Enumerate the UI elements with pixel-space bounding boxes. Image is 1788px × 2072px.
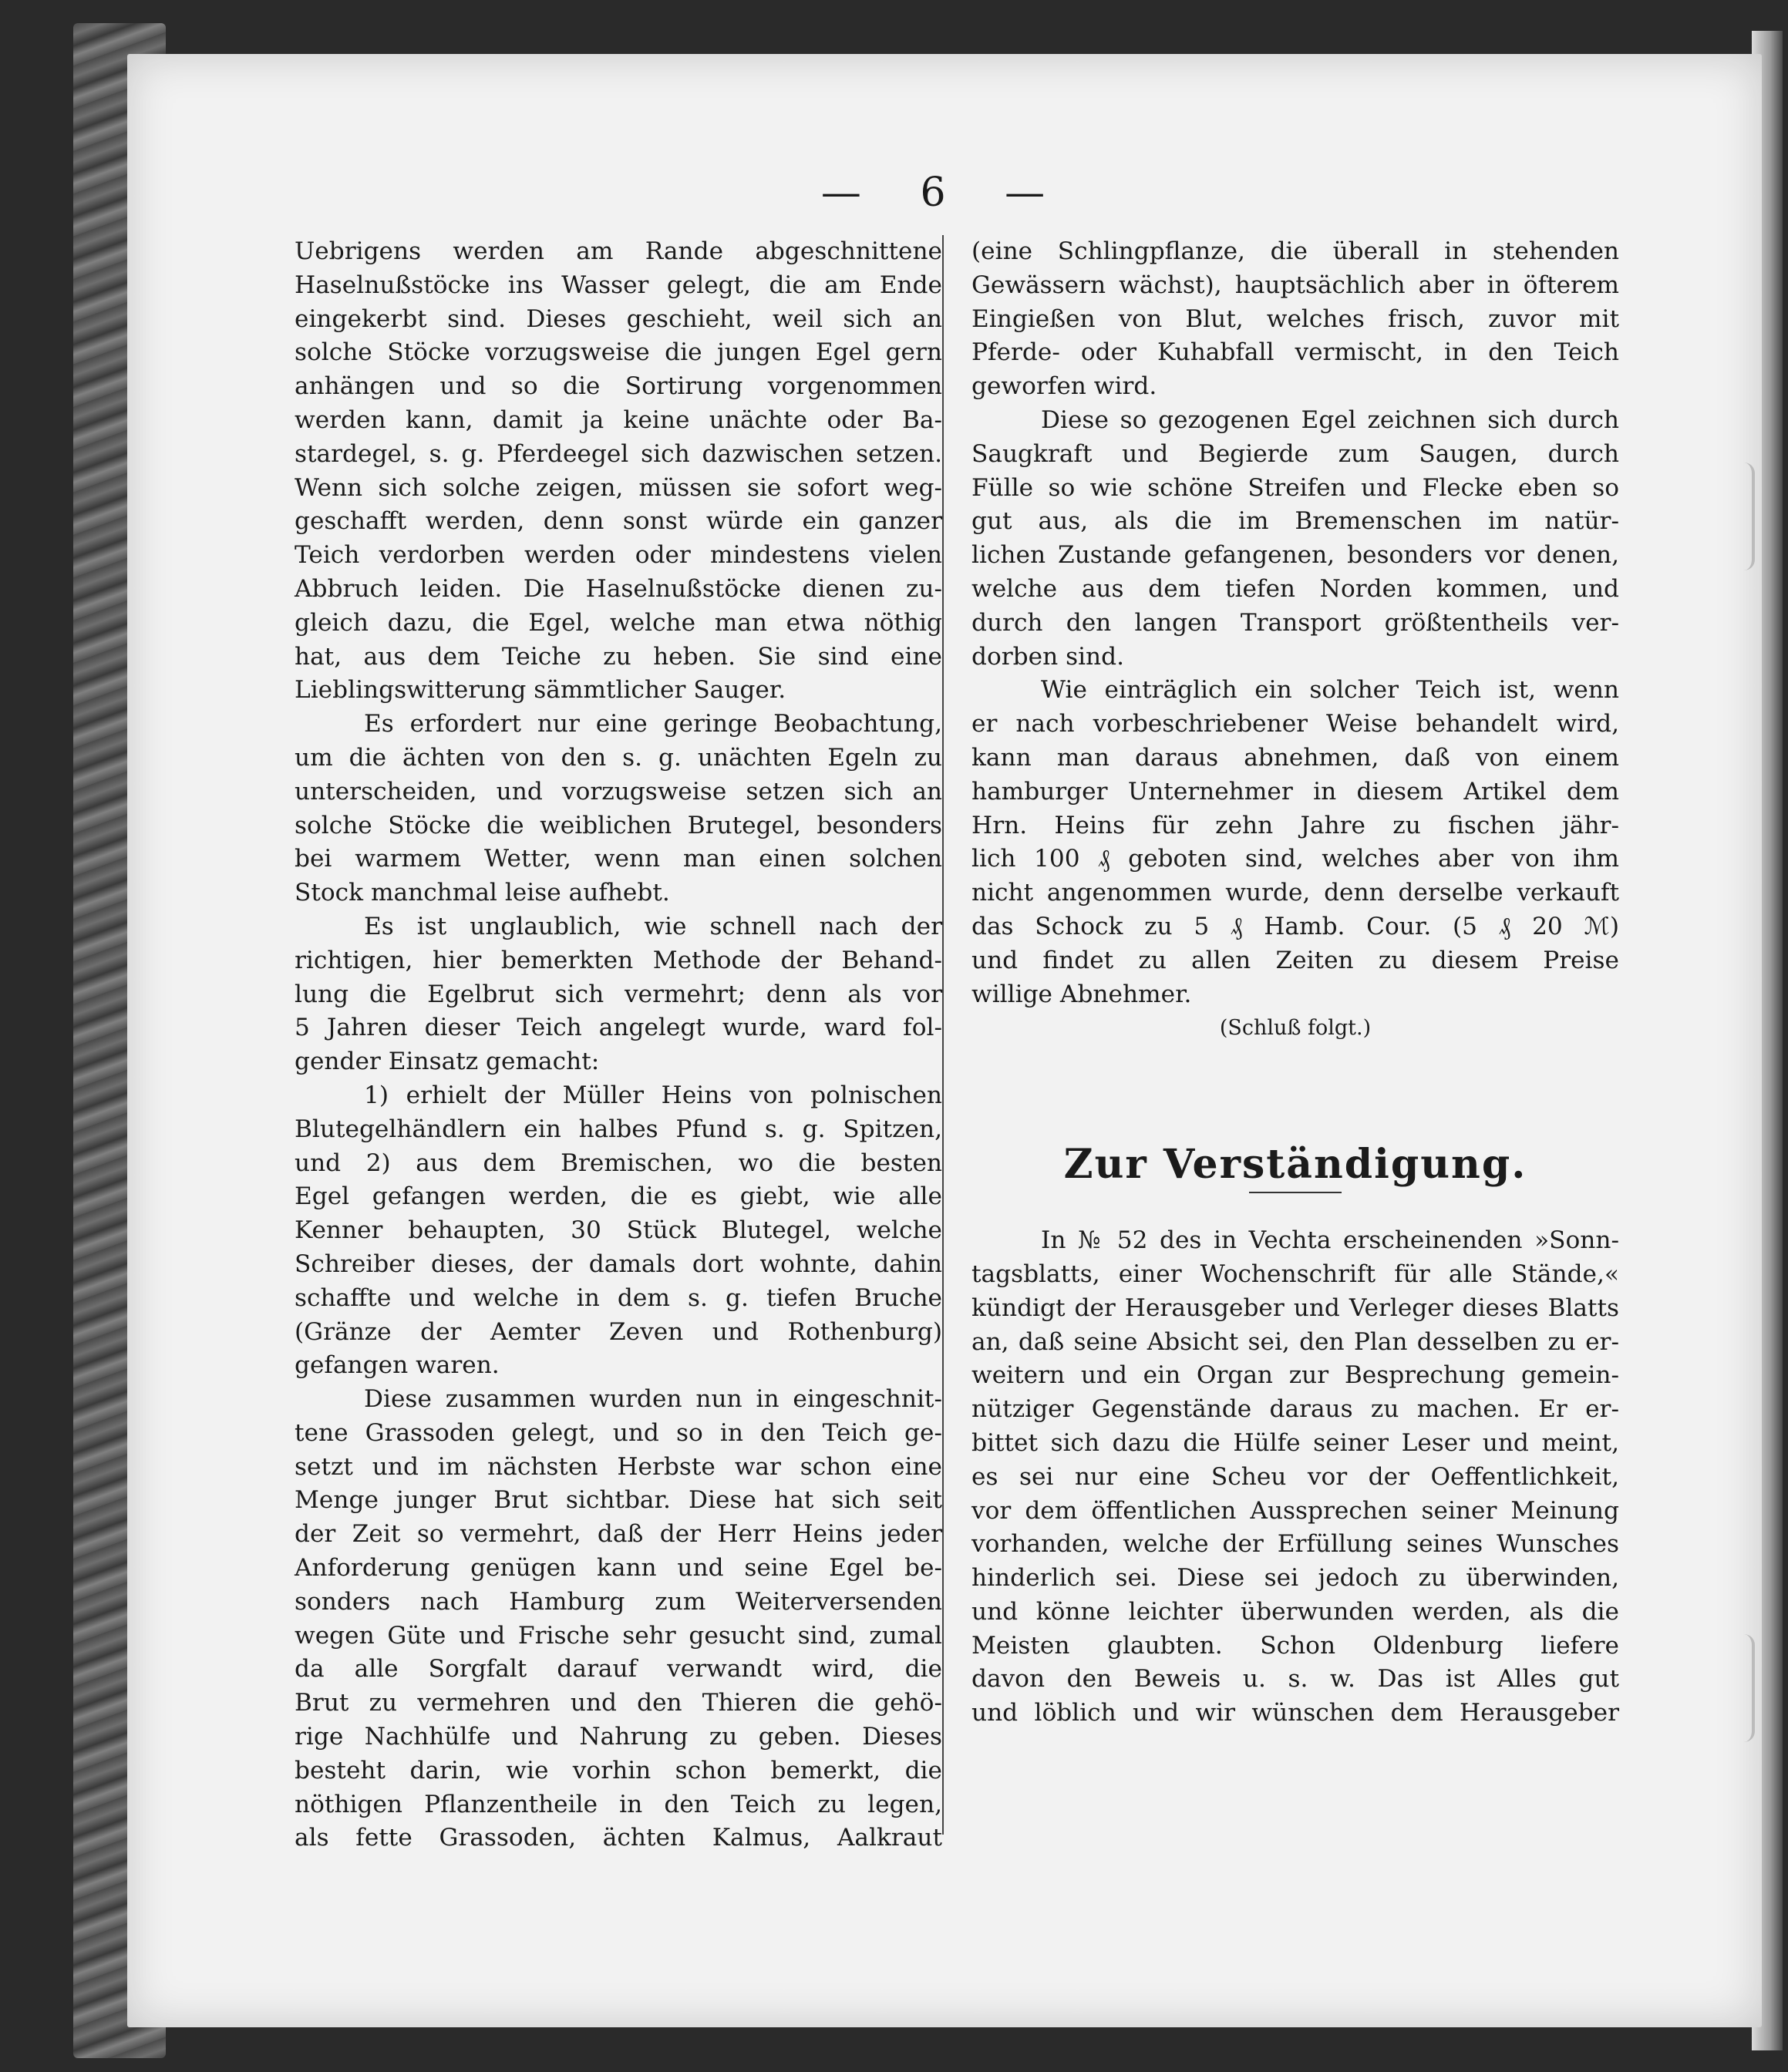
text-line: und löblich und wir wünschen dem Herausgeber	[971, 1699, 1619, 1727]
binding-string	[1744, 462, 1755, 570]
text-line: Diese zusammen wurden nun in eingeschnit-	[364, 1385, 942, 1414]
text-line: 1) erhielt der Müller Heins von polnischen	[364, 1081, 942, 1109]
text-line: bei warmem Wetter, wenn man einen solchen	[295, 845, 942, 873]
text-line: stardegel, s. g. Pferdeegel sich dazwischen setzen.	[295, 439, 942, 468]
text-line: besteht darin, wie vorhin schon bemerkt, die	[295, 1756, 942, 1784]
text-line: der Zeit so vermehrt, daß der Herr Heins jeder	[295, 1520, 942, 1549]
text-line: und könne leichter überwunden werden, als die	[971, 1597, 1619, 1626]
text-line: Abbruch leiden. Die Haselnußstöcke dienen zu-	[295, 574, 942, 603]
text-line: gut aus, als die im Bremenschen im natür-	[971, 507, 1619, 536]
binding-string	[1744, 1634, 1755, 1742]
text-line: wegen Güte und Frische sehr gesucht sind, zumal	[295, 1621, 942, 1650]
text-line: lichen Zustande gefangenen, besonders vor denen,	[971, 541, 1619, 570]
text-line: tene Grassoden gelegt, und so in den Teich ge-	[295, 1418, 942, 1447]
text-line: Diese so gezogenen Egel zeichnen sich durch	[1041, 405, 1619, 434]
text-line: kann man daraus abnehmen, daß von einem	[971, 743, 1619, 772]
text-line: Fülle so wie schöne Streifen und Flecke eben so	[971, 473, 1619, 502]
text-line: geworfen wird.	[971, 372, 1157, 401]
text-line: Wie einträglich ein solcher Teich ist, wenn	[1041, 676, 1619, 705]
text-line: (Gränze der Aemter Zeven und Rothenburg)	[295, 1317, 942, 1346]
text-line: Wenn sich solche zeigen, müssen sie sofort weg-	[295, 473, 942, 502]
text-line: hat, aus dem Teiche zu heben. Sie sind eine	[295, 642, 942, 671]
text-line: nöthigen Pflanzentheile in den Teich zu legen,	[295, 1790, 942, 1818]
text-line: solche Stöcke vorzugsweise die jungen Egel gern	[295, 338, 942, 367]
heading-rule	[1249, 1192, 1342, 1224]
text-line: Eingießen von Blut, welches frisch, zuvor mit	[971, 304, 1619, 333]
text-line: davon den Beweis u. s. w. Das ist Alles gut	[971, 1665, 1619, 1694]
right-column	[971, 235, 1619, 1731]
text-line: gleich dazu, die Egel, welche man etwa nöthig	[295, 608, 942, 637]
text-line: nütziger Gegenstände daraus zu machen. Er er-	[971, 1395, 1619, 1424]
text-line: werden kann, damit ja keine unächte oder Ba-	[295, 405, 942, 434]
text-line: lich 100 ₰ geboten sind, welches aber von ihm	[971, 845, 1619, 873]
text-line: Blutegelhändlern ein halbes Pfund s. g. Spitzen,	[295, 1115, 942, 1143]
text-line: als fette Grassoden, ächten Kalmus, Aalkraut	[295, 1824, 942, 1852]
text-line: rige Nachhülfe und Nahrung zu geben. Dieses	[295, 1723, 942, 1751]
left-column	[295, 235, 942, 1855]
text-line: Pferde- oder Kuhabfall vermischt, in den Teich	[971, 338, 1619, 367]
text-line: eingekerbt sind. Dieses geschieht, weil sich an	[295, 304, 942, 333]
text-line: Egel gefangen werden, die es giebt, wie alle	[295, 1182, 942, 1211]
text-line: tagsblatts, einer Wochenschrift für alle Stände,«	[971, 1260, 1619, 1288]
text-line: Gewässern wächst), hauptsächlich aber in öfterem	[971, 271, 1619, 299]
text-line: setzt und im nächsten Herbste war schon eine	[295, 1452, 942, 1481]
conclusion-note: (Schluß folgt.)	[1219, 1016, 1372, 1041]
article-verstaendigung	[971, 1224, 1619, 1731]
text-line: Hrn. Heins für zehn Jahre zu fischen jähr-	[971, 811, 1619, 839]
text-line: da alle Sorgfalt darauf verwandt wird, die	[295, 1655, 942, 1684]
text-line: anhängen und so die Sortirung vorgenommen	[295, 372, 942, 401]
section-gap	[971, 1045, 1619, 1138]
text-line: Schreiber dieses, der damals dort wohnte, dahin	[295, 1250, 942, 1278]
article-continuation	[971, 235, 1619, 1011]
text-line: (eine Schlingpflanze, die überall in stehenden	[971, 237, 1619, 265]
text-line: und findet zu allen Zeiten zu diesem Preise	[971, 946, 1619, 974]
text-line: Meisten glaubten. Schon Oldenburg liefere	[971, 1631, 1619, 1660]
text-line: durch den langen Transport größtentheils ver-	[971, 608, 1619, 637]
text-line: In № 52 des in Vechta erscheinenden »Sonn-	[1041, 1226, 1619, 1255]
text-line: Teich verdorben werden oder mindestens vielen	[295, 541, 942, 570]
text-line: welche aus dem tiefen Norden kommen, und	[971, 574, 1619, 603]
text-line: sonders nach Hamburg zum Weiterversenden	[295, 1587, 942, 1616]
text-line: 5 Jahren dieser Teich angelegt wurde, ward fol-	[295, 1014, 942, 1042]
text-line: kündigt der Herausgeber und Verleger dieses Blatts	[971, 1293, 1619, 1322]
text-line: das Schock zu 5 ₰ Hamb. Cour. (5 ₰ 20 ℳ)	[971, 912, 1619, 940]
text-line: bittet sich dazu die Hülfe seiner Leser und meint,	[971, 1428, 1619, 1457]
section-heading: Zur Verständigung.	[1063, 1141, 1527, 1189]
text-line: nicht angenommen wurde, denn derselbe verkauft	[971, 879, 1619, 907]
text-line: Anforderung genügen kann und seine Egel be-	[295, 1554, 942, 1583]
page-number: — 6 —	[820, 170, 1069, 216]
text-line: Stock manchmal leise aufhebt.	[295, 879, 670, 907]
text-line: Lieblingswitterung sämmtlicher Sauger.	[295, 676, 786, 705]
text-line: Uebrigens werden am Rande abgeschnittene	[295, 237, 942, 265]
text-line: vor dem öffentlichen Aussprechen seiner Meinung	[971, 1496, 1619, 1525]
text-line: gender Einsatz gemacht:	[295, 1048, 600, 1076]
text-line: weitern und ein Organ zur Besprechung gemein-	[971, 1361, 1619, 1390]
text-line: Menge junger Brut sichtbar. Diese hat sich seit	[295, 1486, 942, 1515]
text-line: geschafft werden, denn sonst würde ein ganzer	[295, 507, 942, 536]
text-line: an, daß seine Absicht sei, den Plan desselben zu er-	[971, 1327, 1619, 1356]
text-line: Kenner behaupten, 30 Stück Blutegel, welche	[295, 1216, 942, 1245]
text-line: gefangen waren.	[295, 1351, 500, 1380]
text-line: Es ist unglaublich, wie schnell nach der	[364, 912, 942, 940]
text-line: hinderlich sei. Diese sei jedoch zu überwinden,	[971, 1564, 1619, 1593]
text-line: und 2) aus dem Bremischen, wo die besten	[295, 1149, 942, 1177]
text-line: vorhanden, welche der Erfüllung seines Wunsches	[971, 1530, 1619, 1559]
text-line: lung die Egelbrut sich vermehrt; denn als vor	[295, 980, 942, 1008]
text-line: unterscheiden, und vorzugsweise setzen sich an	[295, 777, 942, 806]
text-line: Haselnußstöcke ins Wasser gelegt, die am Ende	[295, 271, 942, 299]
text-line: es sei nur eine Scheu vor der Oeffentlichkeit,	[971, 1462, 1619, 1491]
text-line: Saugkraft und Begierde zum Saugen, durch	[971, 439, 1619, 468]
text-line: Es erfordert nur eine geringe Beobachtung,	[364, 710, 942, 738]
text-line: richtigen, hier bemerkten Methode der Behand-	[295, 946, 942, 974]
text-line: um die ächten von den s. g. unächten Egeln zu	[295, 743, 942, 772]
column-divider	[942, 235, 944, 1835]
text-line: hamburger Unternehmer in diesem Artikel dem	[971, 777, 1619, 806]
document-page	[127, 54, 1762, 2027]
text-line: willige Abnehmer.	[971, 980, 1192, 1008]
text-line: schaffte und welche in dem s. g. tiefen Bruche	[295, 1283, 942, 1312]
text-line: solche Stöcke die weiblichen Brutegel, besonders	[295, 811, 942, 839]
text-line: er nach vorbeschriebener Weise behandelt wird,	[971, 710, 1619, 738]
text-line: Brut zu vermehren und den Thieren die gehö-	[295, 1689, 942, 1717]
text-line: dorben sind.	[971, 642, 1125, 671]
